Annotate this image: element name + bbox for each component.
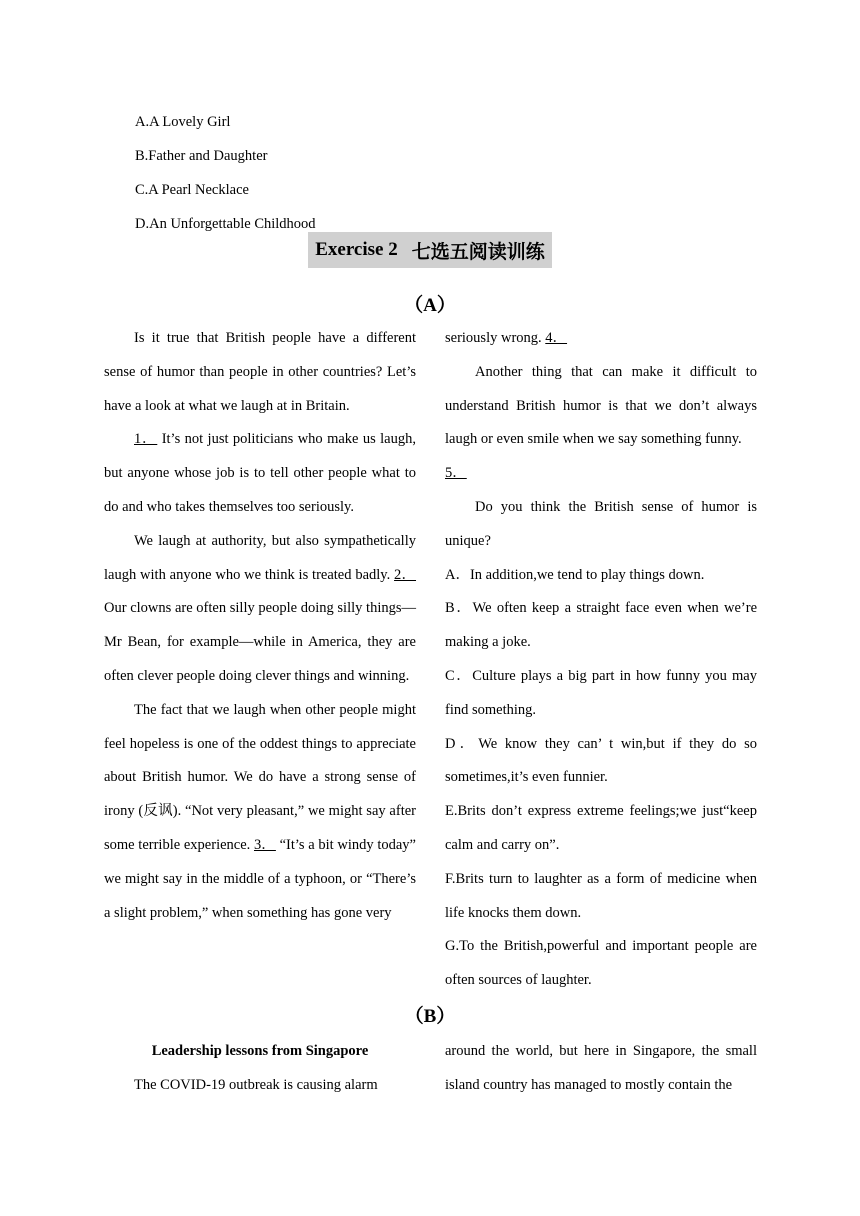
paragraph-5-blank-line xyxy=(445,457,757,491)
paragraph-4 xyxy=(104,694,416,931)
blank-1: 1． xyxy=(134,431,158,448)
section-b-left-column xyxy=(104,1035,416,1103)
section-a-right-column xyxy=(445,322,757,998)
article-paragraph-1-continued: around the world, but here in Singapore, the small island country has managed to mostly contain the xyxy=(445,1043,757,1093)
paragraph-6: Do you think the British sense of humor is unique? xyxy=(445,498,757,549)
option-a: A.A Lovely Girl xyxy=(135,114,231,130)
choice-d: D．We know they can’ t win,but if they do so sometimes,it’s even funnier. xyxy=(445,735,757,786)
section-a-label: （A） xyxy=(404,295,456,316)
exercise-label: Exercise 2 xyxy=(315,239,398,260)
paragraph-1: Is it true that British people have a different sense of humor than people in other countries? Let’s have a look at what we laugh at in Britain. xyxy=(104,330,416,414)
section-b-label: （B） xyxy=(404,1006,456,1027)
paragraph-3 xyxy=(104,525,416,694)
article-title: Leadership lessons from Singapore xyxy=(151,1043,369,1059)
option-b: B.Father and Daughter xyxy=(135,148,268,164)
section-b-right-column xyxy=(445,1035,757,1103)
choice-c: C．Culture plays a big part in how funny you may find something. xyxy=(445,667,757,718)
paragraph-3-text-a: We laugh at authority, but also sympathetically laugh with anyone who we think is treated badly. xyxy=(104,532,416,583)
paragraph-2-text: It’s not just politicians who make us laugh, but anyone whose job is to tell other people what to do and who takes themselves too seriously. xyxy=(104,431,416,515)
paragraph-5: Another thing that can make it difficult to understand British humor is that we don’t always laugh or even smile when we say something funny. xyxy=(445,363,757,448)
option-c: C.A Pearl Necklace xyxy=(135,182,249,198)
paragraph-4-continued xyxy=(445,322,757,356)
paragraph-4-text-b: “It’s a bit windy today” we might say in the middle of a typhoon, or “There’s a slight problem,” when something has gone very xyxy=(104,836,416,921)
blank-2: 2． xyxy=(394,566,417,583)
option-d: D.An Unforgettable Childhood xyxy=(135,216,316,232)
section-a-left-column xyxy=(104,322,416,930)
choice-b: B．We often keep a straight face even when we’re making a joke. xyxy=(445,600,757,651)
choice-e: E.Brits don’t express extreme feelings;we just“keep calm and carry on”. xyxy=(445,803,757,853)
paragraph-4-continued-text: seriously wrong. xyxy=(445,330,546,346)
choice-a: A．In addition,we tend to play things down. xyxy=(445,566,705,583)
paragraph-2 xyxy=(104,423,416,524)
blank-3: 3． xyxy=(253,836,276,853)
exercise-heading xyxy=(308,232,552,268)
blank-4: 4． xyxy=(545,330,568,346)
paragraph-4-text-a: The fact that we laugh when other people might feel hopeless is one of the oddest things to appreciate about British humor. We do have a strong sense of irony (反讽). “Not very pleasant,” we might say after some terrible experience. xyxy=(104,701,416,853)
choice-g: G.To the British,powerful and important people are often sources of laughter. xyxy=(445,938,757,989)
blank-5: 5． xyxy=(445,465,467,482)
article-paragraph-1: The COVID-19 outbreak is causing alarm xyxy=(134,1076,378,1093)
exercise-title-cn: 七选五阅读训练 xyxy=(411,241,545,263)
choice-f: F.Brits turn to laughter as a form of medicine when life knocks them down. xyxy=(445,870,757,921)
paragraph-3-text-b: Our clowns are often silly people doing silly things—Mr Bean, for example—while in America, they are often clever people doing clever things and winning. xyxy=(104,600,416,684)
